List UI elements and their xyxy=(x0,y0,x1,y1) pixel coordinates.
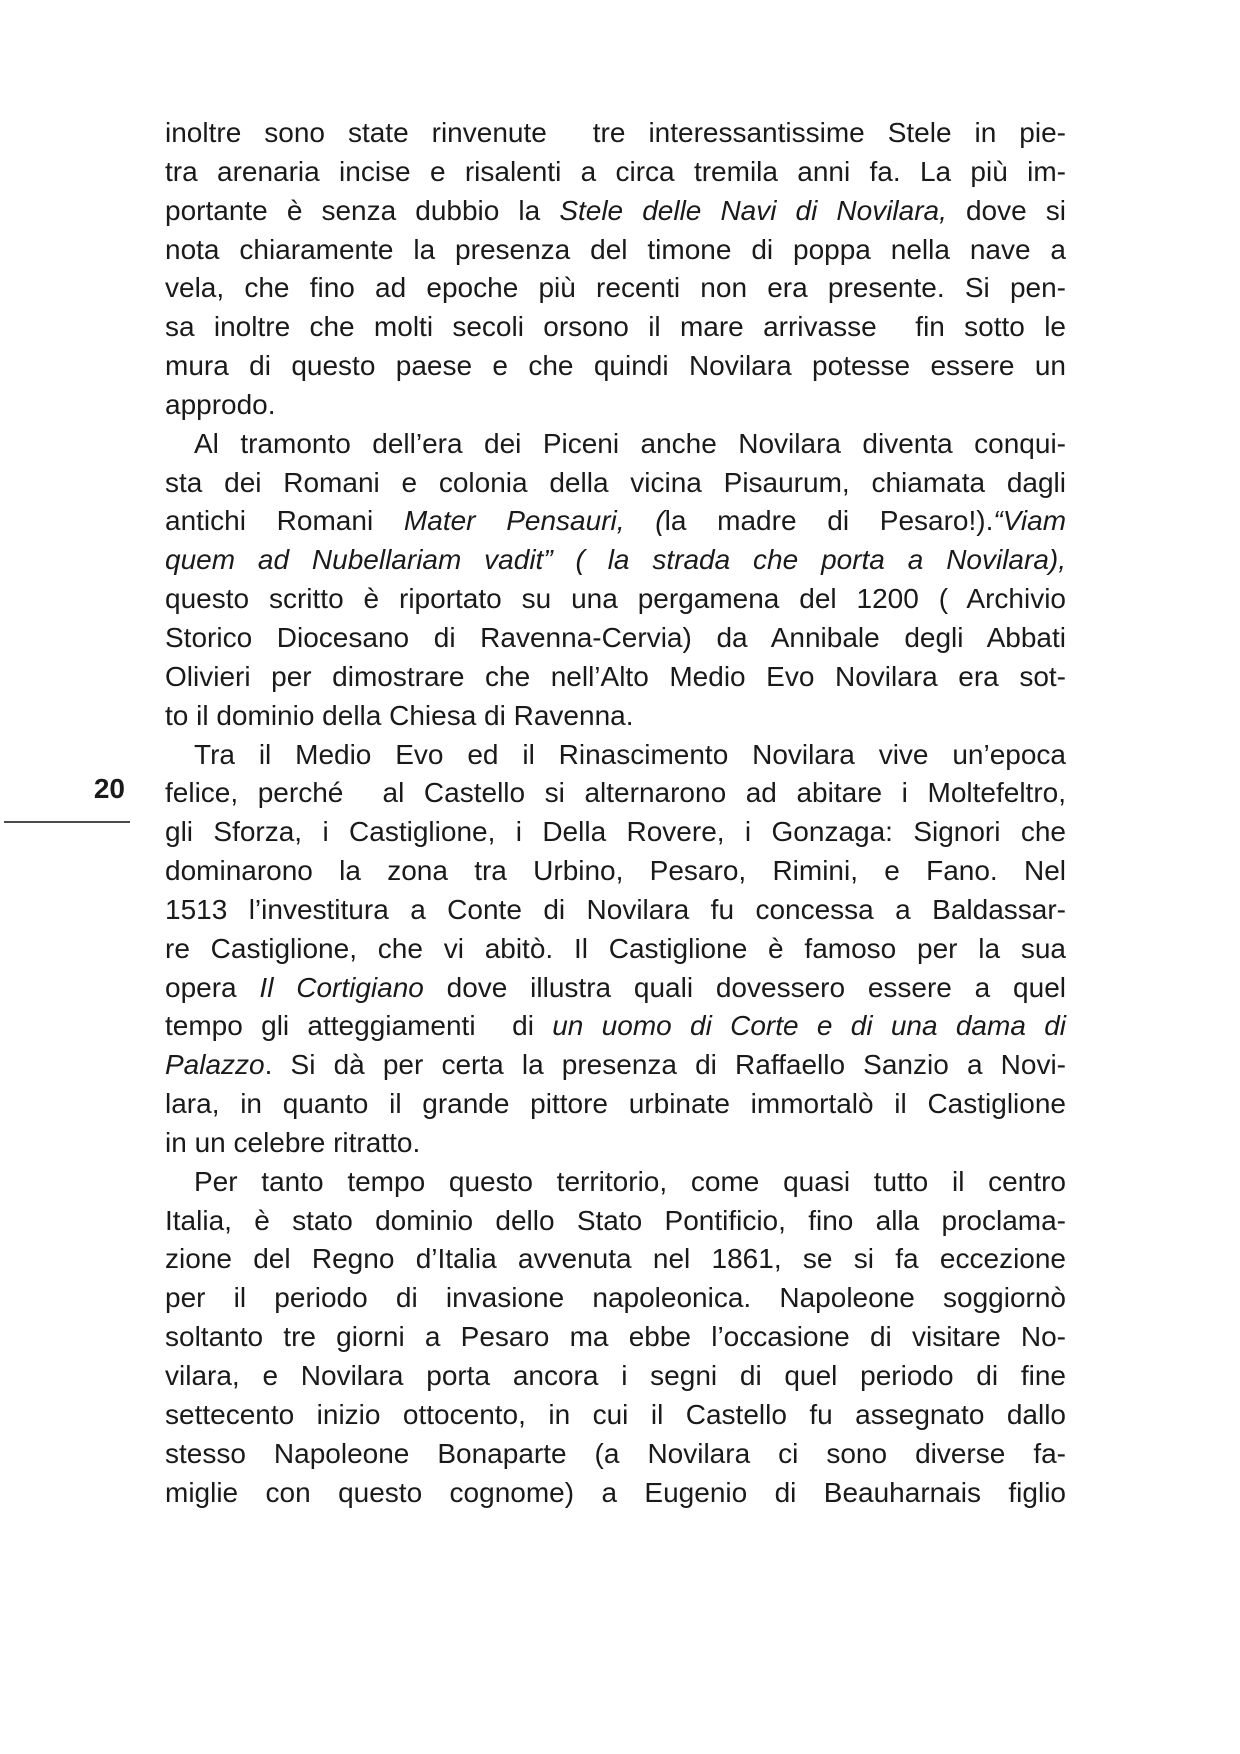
text-line xyxy=(165,1163,1066,1202)
text-line xyxy=(165,464,1066,503)
italic-text-run: “Viam xyxy=(993,505,1067,537)
text-line xyxy=(165,1202,1066,1241)
text-block xyxy=(165,114,1066,1512)
italic-text-run: quem ad Nubellariam vadit” ( la strada che porta a Novilara), xyxy=(165,544,1066,576)
text-line xyxy=(165,1240,1066,1279)
page-number-block xyxy=(0,770,130,808)
text-line xyxy=(165,930,1066,969)
text-line xyxy=(165,502,1066,541)
italic-text-run: Mater Pensauri, ( xyxy=(403,505,665,537)
text-line xyxy=(165,231,1066,270)
text-line xyxy=(165,1435,1066,1474)
text-run: sta dei Romani e colonia della vicina Pisaurum, chiamata dagli xyxy=(165,466,1066,498)
text-line xyxy=(165,891,1066,930)
text-run: Storico Diocesano di Ravenna-Cervia) da Annibale degli Abbati xyxy=(165,621,1066,653)
text-line xyxy=(165,969,1066,1008)
text-line xyxy=(165,1046,1066,1085)
text-run: zione del Regno d’Italia avvenuta nel 1861, se si fa eccezione xyxy=(165,1243,1066,1275)
page-number-rule xyxy=(4,821,130,823)
text-run: dove si xyxy=(946,194,1067,226)
text-line xyxy=(165,774,1066,813)
text-run: portante è senza dubbio la xyxy=(165,194,560,226)
text-run: lara, in quanto il grande pittore urbinate immortalò il Castiglione xyxy=(165,1088,1066,1120)
text-run: tempo gli atteggiamenti di xyxy=(165,1010,553,1042)
italic-text-run: Il Cortigiano xyxy=(259,971,424,1003)
text-line xyxy=(165,1318,1066,1357)
text-run: Italia, è stato dominio dello Stato Pontificio, fino alla proclama- xyxy=(165,1204,1066,1236)
text-line xyxy=(165,658,1066,697)
text-run: settecento inizio ottocento, in cui il Castello fu assegnato dallo xyxy=(165,1398,1066,1430)
text-line xyxy=(165,1357,1066,1396)
text-line xyxy=(165,1085,1066,1124)
text-run: to il dominio della Chiesa di Ravenna. xyxy=(165,699,634,731)
text-run: mura di questo paese e che quindi Novilara potesse essere un xyxy=(165,350,1066,382)
text-line xyxy=(165,192,1066,231)
text-run: questo scritto è riportato su una pergamena del 1200 ( Archivio xyxy=(165,583,1066,615)
text-run: Per tanto tempo questo territorio, come quasi tutto il centro xyxy=(194,1165,1066,1197)
text-line xyxy=(165,619,1066,658)
text-line xyxy=(165,580,1066,619)
text-run: 1513 l’investitura a Conte di Novilara fu concessa a Baldassar- xyxy=(165,893,1066,925)
text-run: vela, che fino ad epoche più recenti non era presente. Si pen- xyxy=(165,272,1066,304)
text-line xyxy=(165,541,1066,580)
text-run: miglie con questo cognome) a Eugenio di Beauharnais figlio xyxy=(165,1476,1066,1508)
italic-text-run: Palazzo xyxy=(165,1049,265,1081)
text-run: sa inoltre che molti secoli orsono il mare arrivasse fin sotto le xyxy=(165,311,1066,343)
text-line xyxy=(165,425,1066,464)
text-run: stesso Napoleone Bonaparte (a Novilara ci sono diverse fa- xyxy=(165,1437,1066,1469)
text-run: la madre di Pesaro!). xyxy=(664,505,994,537)
text-line xyxy=(165,153,1066,192)
text-line xyxy=(165,347,1066,386)
text-line xyxy=(165,1396,1066,1435)
text-run: opera xyxy=(165,971,260,1003)
text-run: dominarono la zona tra Urbino, Pesaro, Rimini, e Fano. Nel xyxy=(165,855,1066,887)
text-run: gli Sforza, i Castiglione, i Della Rovere, i Gonzaga: Signori che xyxy=(165,816,1066,848)
italic-text-run: un uomo di Corte e di una dama di xyxy=(552,1010,1066,1042)
text-line xyxy=(165,269,1066,308)
text-run: per il periodo di invasione napoleonica. Napoleone soggiornò xyxy=(165,1282,1066,1314)
text-run: approdo. xyxy=(165,388,276,420)
text-line xyxy=(165,386,1066,425)
text-run: Tra il Medio Evo ed il Rinascimento Novilara vive un’epoca xyxy=(194,738,1066,770)
text-run: re Castiglione, che vi abitò. Il Castiglione è famoso per la sua xyxy=(165,932,1066,964)
text-line xyxy=(165,736,1066,775)
text-line xyxy=(165,1124,1066,1163)
text-line xyxy=(165,697,1066,736)
text-run: felice, perché al Castello si alternarono ad abitare i Moltefeltro, xyxy=(165,777,1066,809)
text-run: inoltre sono state rinvenute tre interessantissime Stele in pie- xyxy=(165,117,1066,148)
text-run: Olivieri per dimostrare che nell’Alto Medio Evo Novilara era sot- xyxy=(165,660,1066,692)
text-line xyxy=(165,114,1066,153)
text-line xyxy=(165,1279,1066,1318)
text-run: tra arenaria incise e risalenti a circa tremila anni fa. La più im- xyxy=(165,155,1066,187)
text-run: in un celebre ritratto. xyxy=(165,1126,421,1158)
text-run: vilara, e Novilara porta ancora i segni di quel periodo di fine xyxy=(165,1360,1066,1391)
text-line xyxy=(165,852,1066,891)
page-number: 20 xyxy=(93,773,125,804)
text-run: dove illustra quali dovessero essere a quel xyxy=(423,971,1066,1003)
text-run: . Si dà per certa la presenza di Raffaello Sanzio a Novi- xyxy=(264,1049,1066,1081)
text-run: soltanto tre giorni a Pesaro ma ebbe l’occasione di visitare No- xyxy=(165,1321,1066,1353)
text-line xyxy=(165,1007,1066,1046)
text-run: nota chiaramente la presenza del timone di poppa nella nave a xyxy=(165,233,1066,265)
text-line xyxy=(165,1474,1066,1513)
italic-text-run: Stele delle Navi di Novilara, xyxy=(559,194,947,226)
text-line xyxy=(165,813,1066,852)
text-run: Al tramonto dell’era dei Piceni anche Novilara diventa conqui- xyxy=(194,427,1066,459)
text-line xyxy=(165,308,1066,347)
text-run: antichi Romani xyxy=(165,505,404,537)
